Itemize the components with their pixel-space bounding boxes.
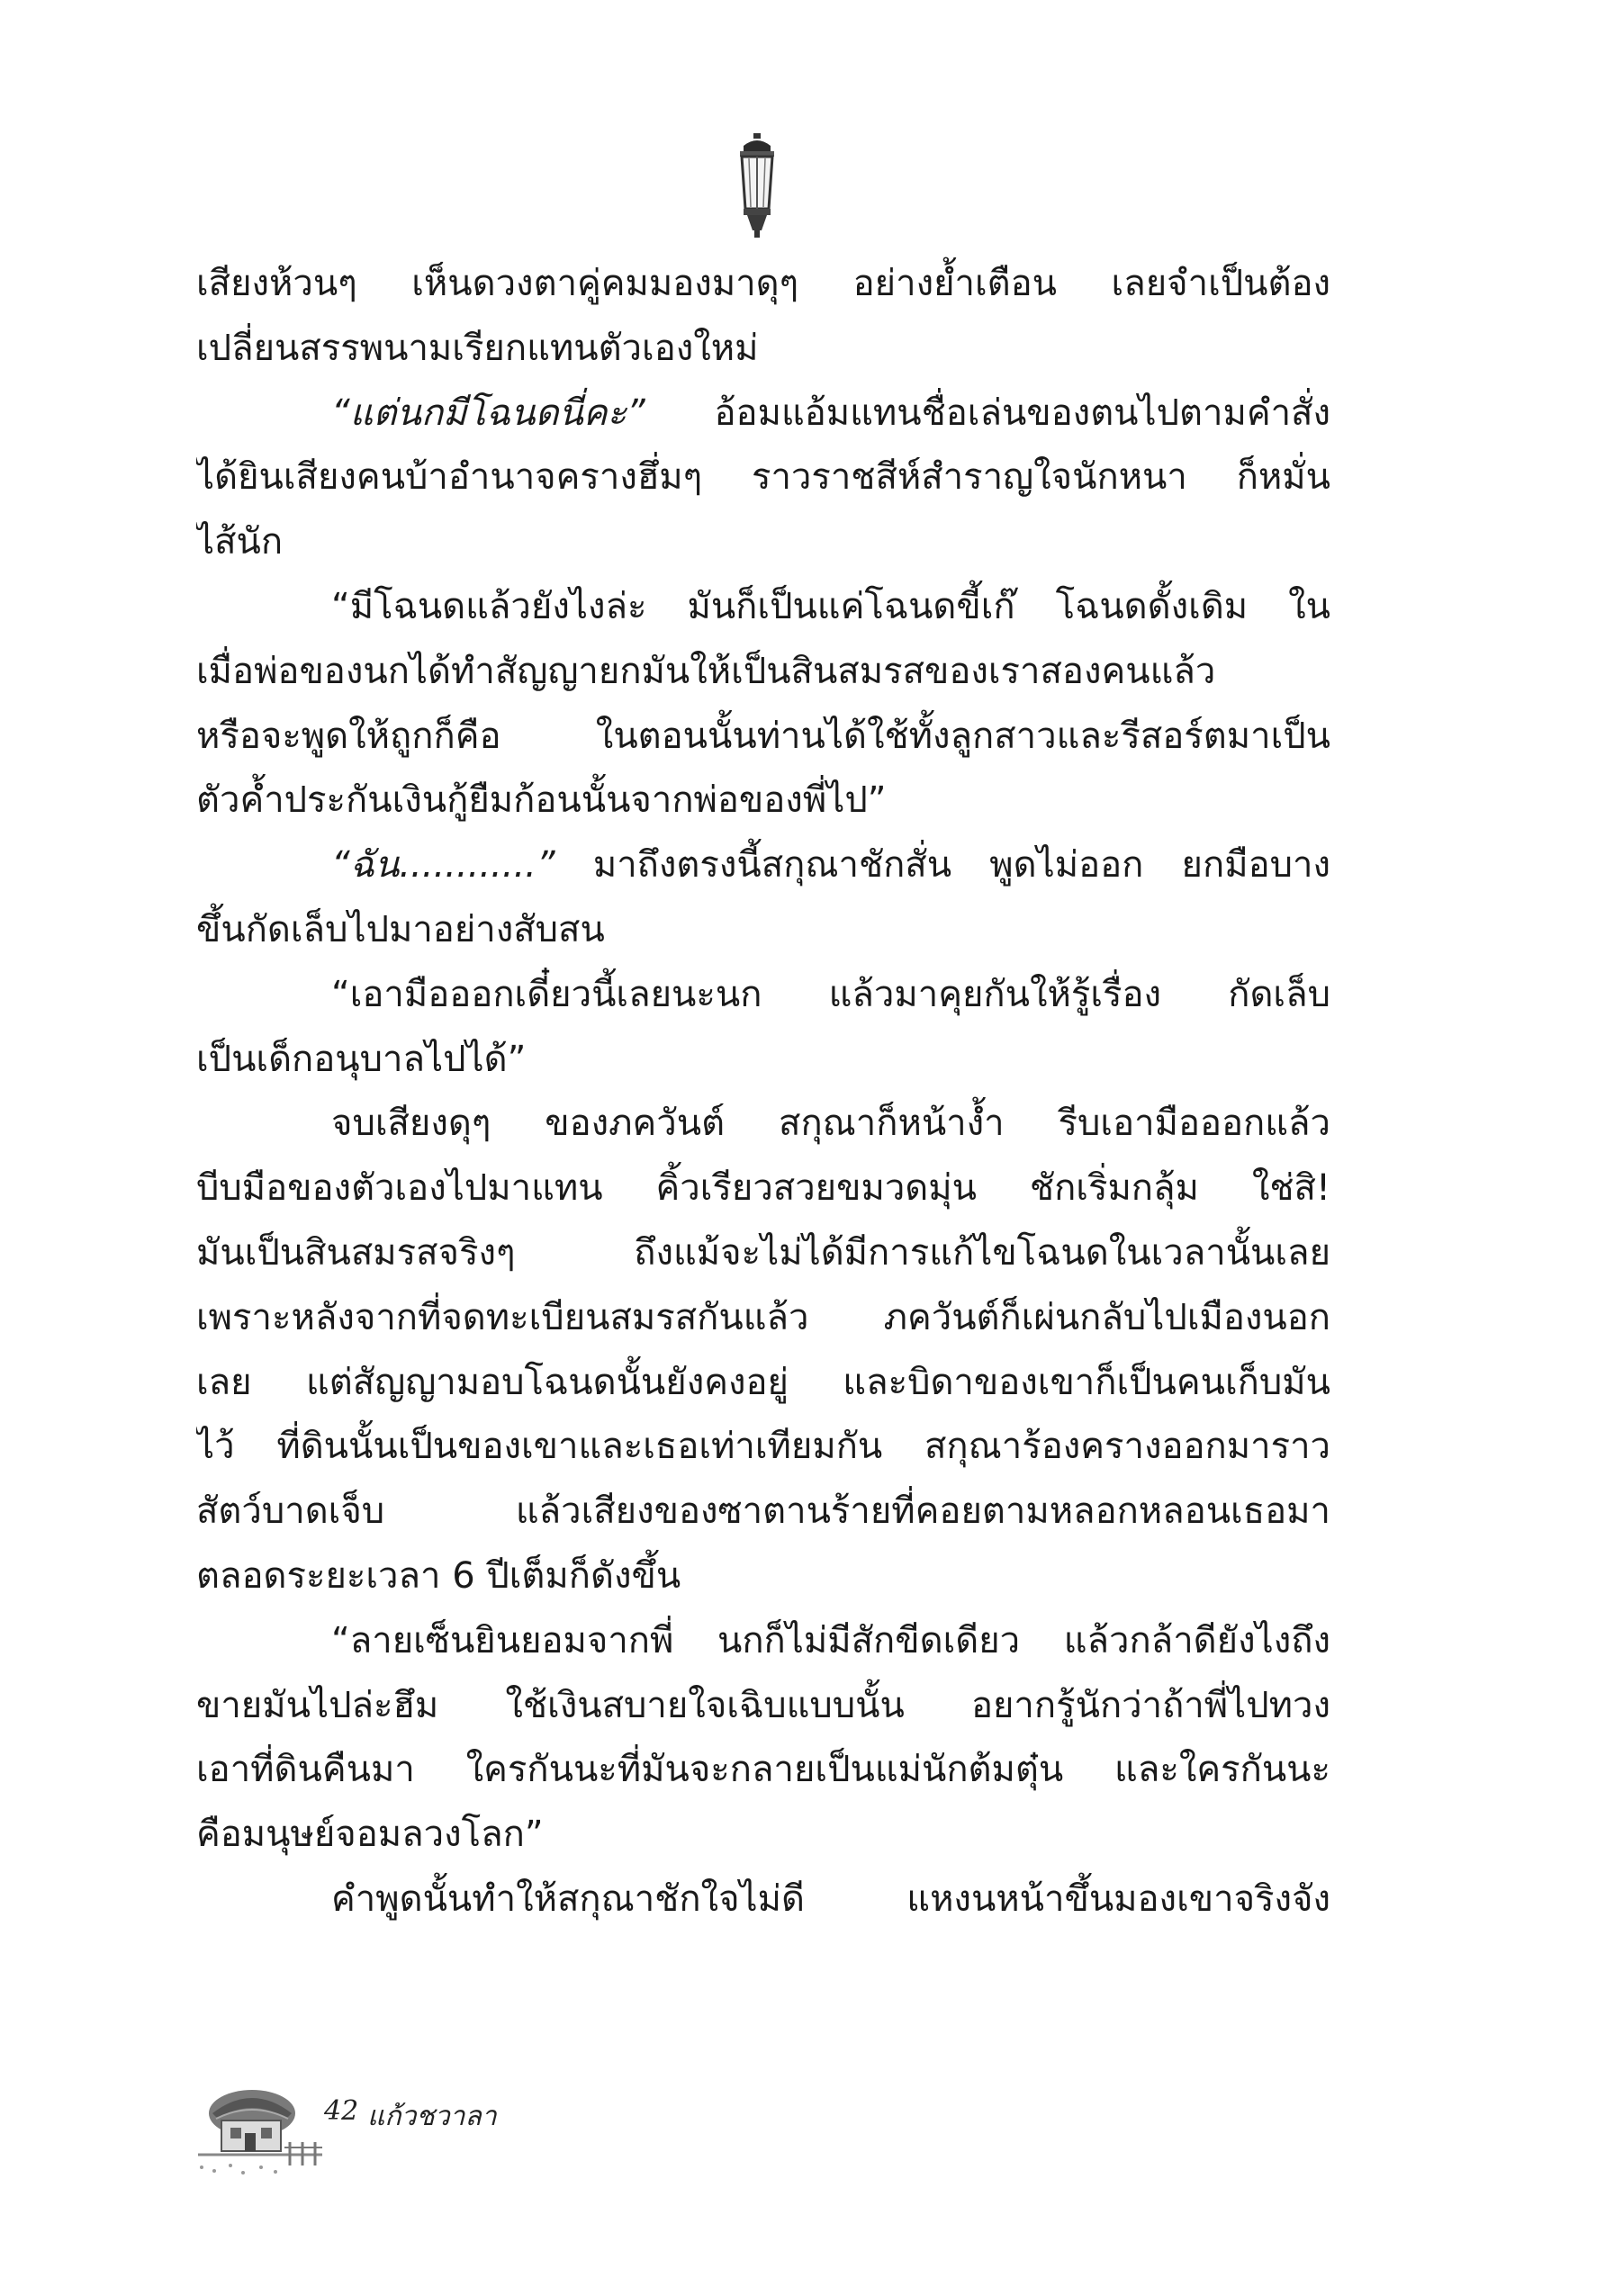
page-number: 42 — [324, 2095, 359, 2127]
text-line: เมื่อพ่อของนกได้ทำสัญญายกมันให้เป็นสินสมรสของเราสองคนแล้ว — [196, 650, 1216, 692]
dialogue-emphasis: “ฉัน............” — [331, 844, 555, 887]
text-line: เพราะหลังจากที่จดทะเบียนสมรสกันแล้ว ภควันต์ก็เผ่นกลับไปเมืองนอก — [196, 1296, 1330, 1338]
text-line: เลย แต่สัญญามอบโฉนดนั้นยังคงอยู่ และบิดาของเขาก็เป็นคนเก็บมัน — [196, 1361, 1330, 1403]
book-title: แก้วชวาลา — [367, 2101, 497, 2132]
text-line: ขายมันไปล่ะฮึม ใช้เงินสบายใจเฉิบแบบนั้น อยากรู้นักว่าถ้าพี่ไปทวง — [196, 1684, 1330, 1726]
text-line: จบเสียงดุๆ ของภควันต์ สกุณาก็หน้างํ้า รีบเอามือออกแล้ว — [331, 1103, 1330, 1145]
text-line — [196, 833, 1330, 898]
text-line: “ลายเซ็นยินยอมจากพี่ นกก็ไม่มีสักขีดเดียว แล้วกล้าดียังไงถึง — [331, 1619, 1330, 1661]
text-line: ตลอดระยะเวลา 6 ปีเต็มก็ดังขึ้น — [196, 1554, 681, 1597]
text-line: เสียงห้วนๆ เห็นดวงตาคู่คมมองมาดุๆ อย่างย้ำเตือน เลยจำเป็นต้อง — [196, 263, 1330, 304]
lantern-icon — [729, 133, 785, 239]
text-line: หรือจะพูดให้ถูกก็คือ ในตอนนั้นท่านได้ใช้ทั้งลูกสาวและรีสอร์ตมาเป็น — [196, 715, 1330, 757]
text-line: มันเป็นสินสมรสจริงๆ ถึงแม้จะไม่ได้มีการแก้ไขโฉนดในเวลานั้นเลย — [196, 1231, 1330, 1274]
page-footer — [189, 2079, 549, 2178]
text-span: อ้อมแอ้มแทนชื่อเล่นของตนไปตามคำสั่ง — [645, 392, 1330, 434]
text-line: คือมนุษย์จอมลวงโลก” — [196, 1814, 544, 1856]
text-line: เปลี่ยนสรรพนามเรียกแทนตัวเองใหม่ — [196, 327, 759, 369]
text-line — [196, 382, 1330, 446]
text-line: เป็นเด็กอนุบาลไปได้” — [196, 1038, 527, 1080]
text-line: บีบมือของตัวเองไปมาแทน คิ้วเรียวสวยขมวดมุ่น ชักเริ่มกลุ้ม ใช่สิ! — [196, 1167, 1330, 1210]
text-span: มาถึงตรงนี้สกุณาชักสั่น พูดไม่ออก ยกมือบาง — [555, 844, 1330, 887]
house-icon — [189, 2079, 324, 2178]
body-text — [196, 252, 1330, 1932]
text-line: ไว้ ที่ดินนั้นเป็นของเขาและเธอเท่าเทียมกัน สกุณาร้องครางออกมาราว — [196, 1426, 1330, 1468]
text-line: ได้ยินเสียงคนบ้าอำนาจครางฮึ่มๆ ราวราชสีห์สำราญใจนักหนา ก็หมั่น — [196, 456, 1330, 499]
text-line: “มีโฉนดแล้วยังไงล่ะ มันก็เป็นแค่โฉนดขี้เก๊ โฉนดดั้งเดิม ใน — [331, 585, 1330, 627]
text-line: “เอามือออกเดี๋ยวนี้เลยนะนก แล้วมาคุยกันให้รู้เรื่อง กัดเล็บ — [331, 973, 1330, 1015]
text-line: ไส้นัก — [196, 521, 284, 563]
text-line: ตัวค้ำประกันเงินกู้ยืมก้อนนั้นจากพ่อของพี่ไป” — [196, 779, 887, 822]
text-line: คำพูดนั้นทำให้สกุณาชักใจไม่ดี แหงนหน้าขึ้นมองเขาจริงจัง — [331, 1877, 1330, 1920]
text-line: สัตว์บาดเจ็บ แล้วเสียงของซาตานร้ายที่คอยตามหลอกหลอนเธอมา — [196, 1490, 1330, 1533]
text-line: เอาที่ดินคืนมา ใครกันนะที่มันจะกลายเป็นแม่นักต้มตุ๋น และใครกันนะ — [196, 1749, 1330, 1791]
text-line: ขึ้นกัดเล็บไปมาอย่างสับสน — [196, 908, 605, 950]
dialogue-emphasis: “แต่นกมีโฉนดนี่คะ” — [331, 392, 645, 434]
